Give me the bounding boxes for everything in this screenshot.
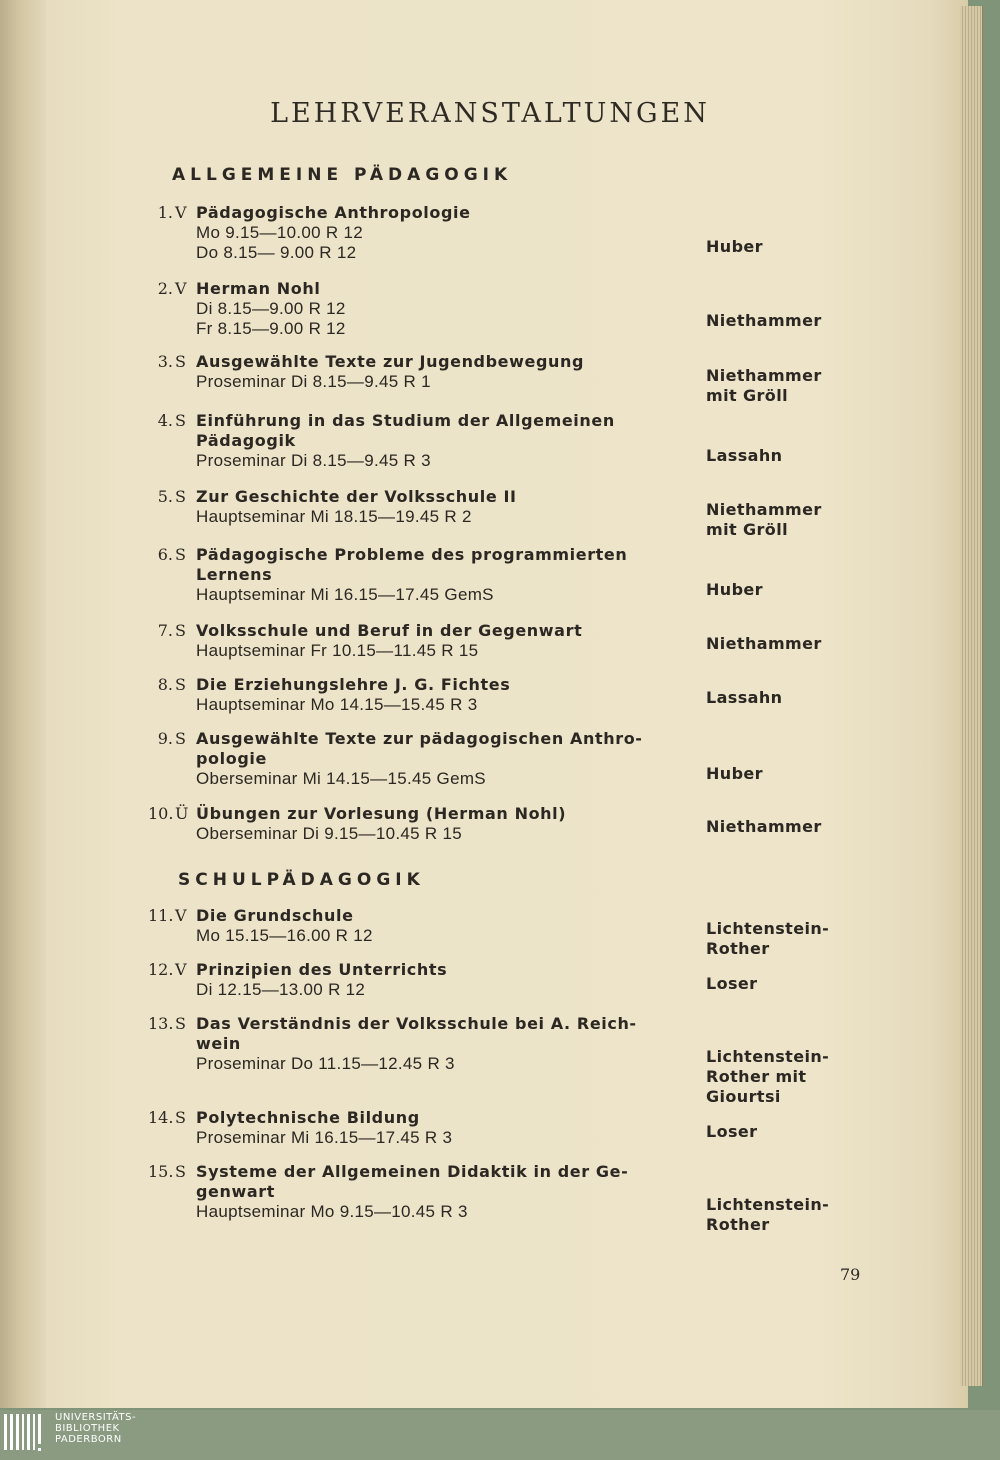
section-heading: ALLGEMEINE PÄDAGOGIK (172, 165, 513, 185)
entry-schedule: Di 12.15—13.00 R 12 (196, 980, 366, 999)
lecturer-name: Loser (706, 974, 758, 993)
page-edges (960, 6, 983, 1386)
lecturer-name: Niethammer (706, 311, 822, 330)
lecturer-name: Lassahn (706, 446, 783, 465)
lecturer-name: Lichtenstein- (706, 1047, 830, 1066)
entry-schedule: Do 8.15— 9.00 R 12 (196, 243, 357, 262)
lecturer-name: Huber (706, 237, 763, 256)
entry-schedule: Proseminar Di 8.15—9.45 R 1 (196, 372, 431, 391)
entry-number: 6. (157, 545, 173, 564)
entry-lecturer (706, 580, 856, 600)
entry-type: S (175, 675, 186, 694)
entry-number: 12. (148, 960, 174, 979)
entry-type: S (175, 1108, 186, 1127)
entry-title: Ausgewählte Texte zur Jugendbewegung (196, 352, 585, 371)
entry-content (196, 1162, 686, 1222)
entry-title: Die Grundschule (196, 906, 354, 925)
entry-title: Prinzipien des Unterrichts (196, 960, 448, 979)
entry-title: Herman Nohl (196, 279, 321, 298)
entry-content (196, 675, 686, 715)
entry-type: V (175, 279, 187, 298)
lecturer-name: Lichtenstein- (706, 1195, 830, 1214)
entry-lecturer (706, 919, 856, 959)
entry-schedule: Hauptseminar Mo 9.15—10.45 R 3 (196, 1202, 468, 1221)
entry-lecturer (706, 634, 856, 654)
entry-title: Einführung in das Studium der Allgemeinen (196, 411, 615, 430)
entry-type: S (175, 621, 186, 640)
entry-content (196, 352, 686, 392)
entry-title: Zur Geschichte der Volksschule II (196, 487, 517, 506)
entry-type: Ü (175, 804, 189, 823)
entry-schedule: Oberseminar Mi 14.15—15.45 GemS (196, 769, 486, 788)
lecturer-name: Niethammer (706, 366, 822, 385)
entry-number: 3. (157, 352, 173, 371)
entry-content (196, 203, 686, 263)
entry-lecturer (706, 974, 856, 994)
entry-lecturer (706, 1122, 856, 1142)
library-name-line: UNIVERSITÄTS- (55, 1412, 137, 1423)
lecturer-name: Niethammer (706, 817, 822, 836)
entry-type: S (175, 411, 186, 430)
entry-schedule: Fr 8.15—9.00 R 12 (196, 319, 346, 338)
entry-type: S (175, 352, 186, 371)
entry-title: Die Erziehungslehre J. G. Fichtes (196, 675, 511, 694)
entry-title: wein (196, 1034, 241, 1053)
entry-number: 13. (148, 1014, 174, 1033)
entry-type: S (175, 545, 186, 564)
entry-schedule: Mo 9.15—10.00 R 12 (196, 223, 363, 242)
entry-lecturer (706, 311, 856, 331)
entry-type: S (175, 487, 186, 506)
entry-content (196, 411, 686, 471)
library-name-line: BIBLIOTHEK (55, 1423, 120, 1434)
entry-schedule: Di 8.15—9.00 R 12 (196, 299, 346, 318)
entry-type: V (175, 906, 187, 925)
lecturer-name: Lassahn (706, 688, 783, 707)
library-name-line: PADERBORN (55, 1434, 122, 1445)
entry-schedule: Proseminar Di 8.15—9.45 R 3 (196, 451, 431, 470)
entry-lecturer (706, 500, 856, 540)
entry-schedule: Proseminar Do 11.15—12.45 R 3 (196, 1054, 455, 1073)
entry-number: 8. (157, 675, 173, 694)
entry-number: 11. (148, 906, 174, 925)
entry-number: 4. (157, 411, 173, 430)
entry-number: 15. (148, 1162, 174, 1181)
entry-lecturer (706, 1195, 856, 1235)
entry-lecturer (706, 366, 856, 406)
entry-title: Pädagogische Anthropologie (196, 203, 471, 222)
lecturer-name: Rother mit (706, 1067, 807, 1086)
entry-type: V (175, 960, 187, 979)
entry-number: 1. (157, 203, 173, 222)
entry-lecturer (706, 688, 856, 708)
entry-number: 7. (157, 621, 173, 640)
entry-title: Übungen zur Vorlesung (Herman Nohl) (196, 804, 567, 823)
entry-schedule: Hauptseminar Mo 14.15—15.45 R 3 (196, 695, 478, 714)
lecturer-name: mit Gröll (706, 520, 788, 539)
lecturer-name: Niethammer (706, 500, 822, 519)
entry-content (196, 487, 686, 527)
lecturer-name: Niethammer (706, 634, 822, 653)
lecturer-name: Loser (706, 1122, 758, 1141)
entry-content (196, 1014, 686, 1074)
entry-type: S (175, 1014, 186, 1033)
entry-title: Polytechnische Bildung (196, 1108, 420, 1127)
entry-schedule: Mo 15.15—16.00 R 12 (196, 926, 373, 945)
entry-content (196, 804, 686, 844)
entry-schedule: Oberseminar Di 9.15—10.45 R 15 (196, 824, 463, 843)
page-gutter (0, 0, 46, 1408)
library-footer-bar (0, 1410, 1000, 1460)
library-barcode-logo-icon (4, 1414, 48, 1456)
entry-schedule: Hauptseminar Mi 16.15—17.45 GemS (196, 585, 494, 604)
entry-title: Pädagogische Probleme des programmierten (196, 545, 628, 564)
entry-title: Lernens (196, 565, 273, 584)
page-title: LEHRVERANSTALTUNGEN (270, 98, 710, 129)
entry-content (196, 906, 686, 946)
entry-title: pologie (196, 749, 267, 768)
entry-number: 14. (148, 1108, 174, 1127)
library-name (55, 1412, 136, 1445)
entry-number: 5. (157, 487, 173, 506)
entry-schedule: Hauptseminar Mi 18.15—19.45 R 2 (196, 507, 472, 526)
entry-title: genwart (196, 1182, 276, 1201)
lecturer-name: Lichtenstein- (706, 919, 830, 938)
entry-title: Ausgewählte Texte zur pädagogischen Anthro- (196, 729, 643, 748)
entry-lecturer (706, 764, 856, 784)
entry-number: 9. (157, 729, 173, 748)
entry-type: S (175, 1162, 186, 1181)
entry-title: Systeme der Allgemeinen Didaktik in der Ge- (196, 1162, 629, 1181)
entry-content (196, 545, 686, 605)
entry-schedule: Hauptseminar Fr 10.15—11.45 R 15 (196, 641, 479, 660)
page-number: 79 (840, 1265, 861, 1284)
entry-content (196, 1108, 686, 1148)
entry-content (196, 621, 686, 661)
entry-content (196, 729, 686, 789)
entry-type: V (175, 203, 187, 222)
entry-number: 10. (148, 804, 174, 823)
lecturer-name: Giourtsi (706, 1087, 781, 1106)
entry-content (196, 279, 686, 339)
lecturer-name: Huber (706, 580, 763, 599)
entry-lecturer (706, 1047, 856, 1107)
entry-content (196, 960, 686, 1000)
entry-lecturer (706, 446, 856, 466)
entry-lecturer (706, 817, 856, 837)
lecturer-name: mit Gröll (706, 386, 788, 405)
entry-title: Das Verständnis der Volksschule bei A. Reich- (196, 1014, 637, 1033)
section-heading: SCHULPÄDAGOGIK (178, 870, 425, 890)
entry-number: 2. (157, 279, 173, 298)
lecturer-name: Huber (706, 764, 763, 783)
lecturer-name: Rother (706, 1215, 770, 1234)
entry-schedule: Proseminar Mi 16.15—17.45 R 3 (196, 1128, 453, 1147)
lecturer-name: Rother (706, 939, 770, 958)
entry-type: S (175, 729, 186, 748)
entry-title: Pädagogik (196, 431, 296, 450)
entry-title: Volksschule und Beruf in der Gegenwart (196, 621, 583, 640)
entry-lecturer (706, 237, 856, 257)
